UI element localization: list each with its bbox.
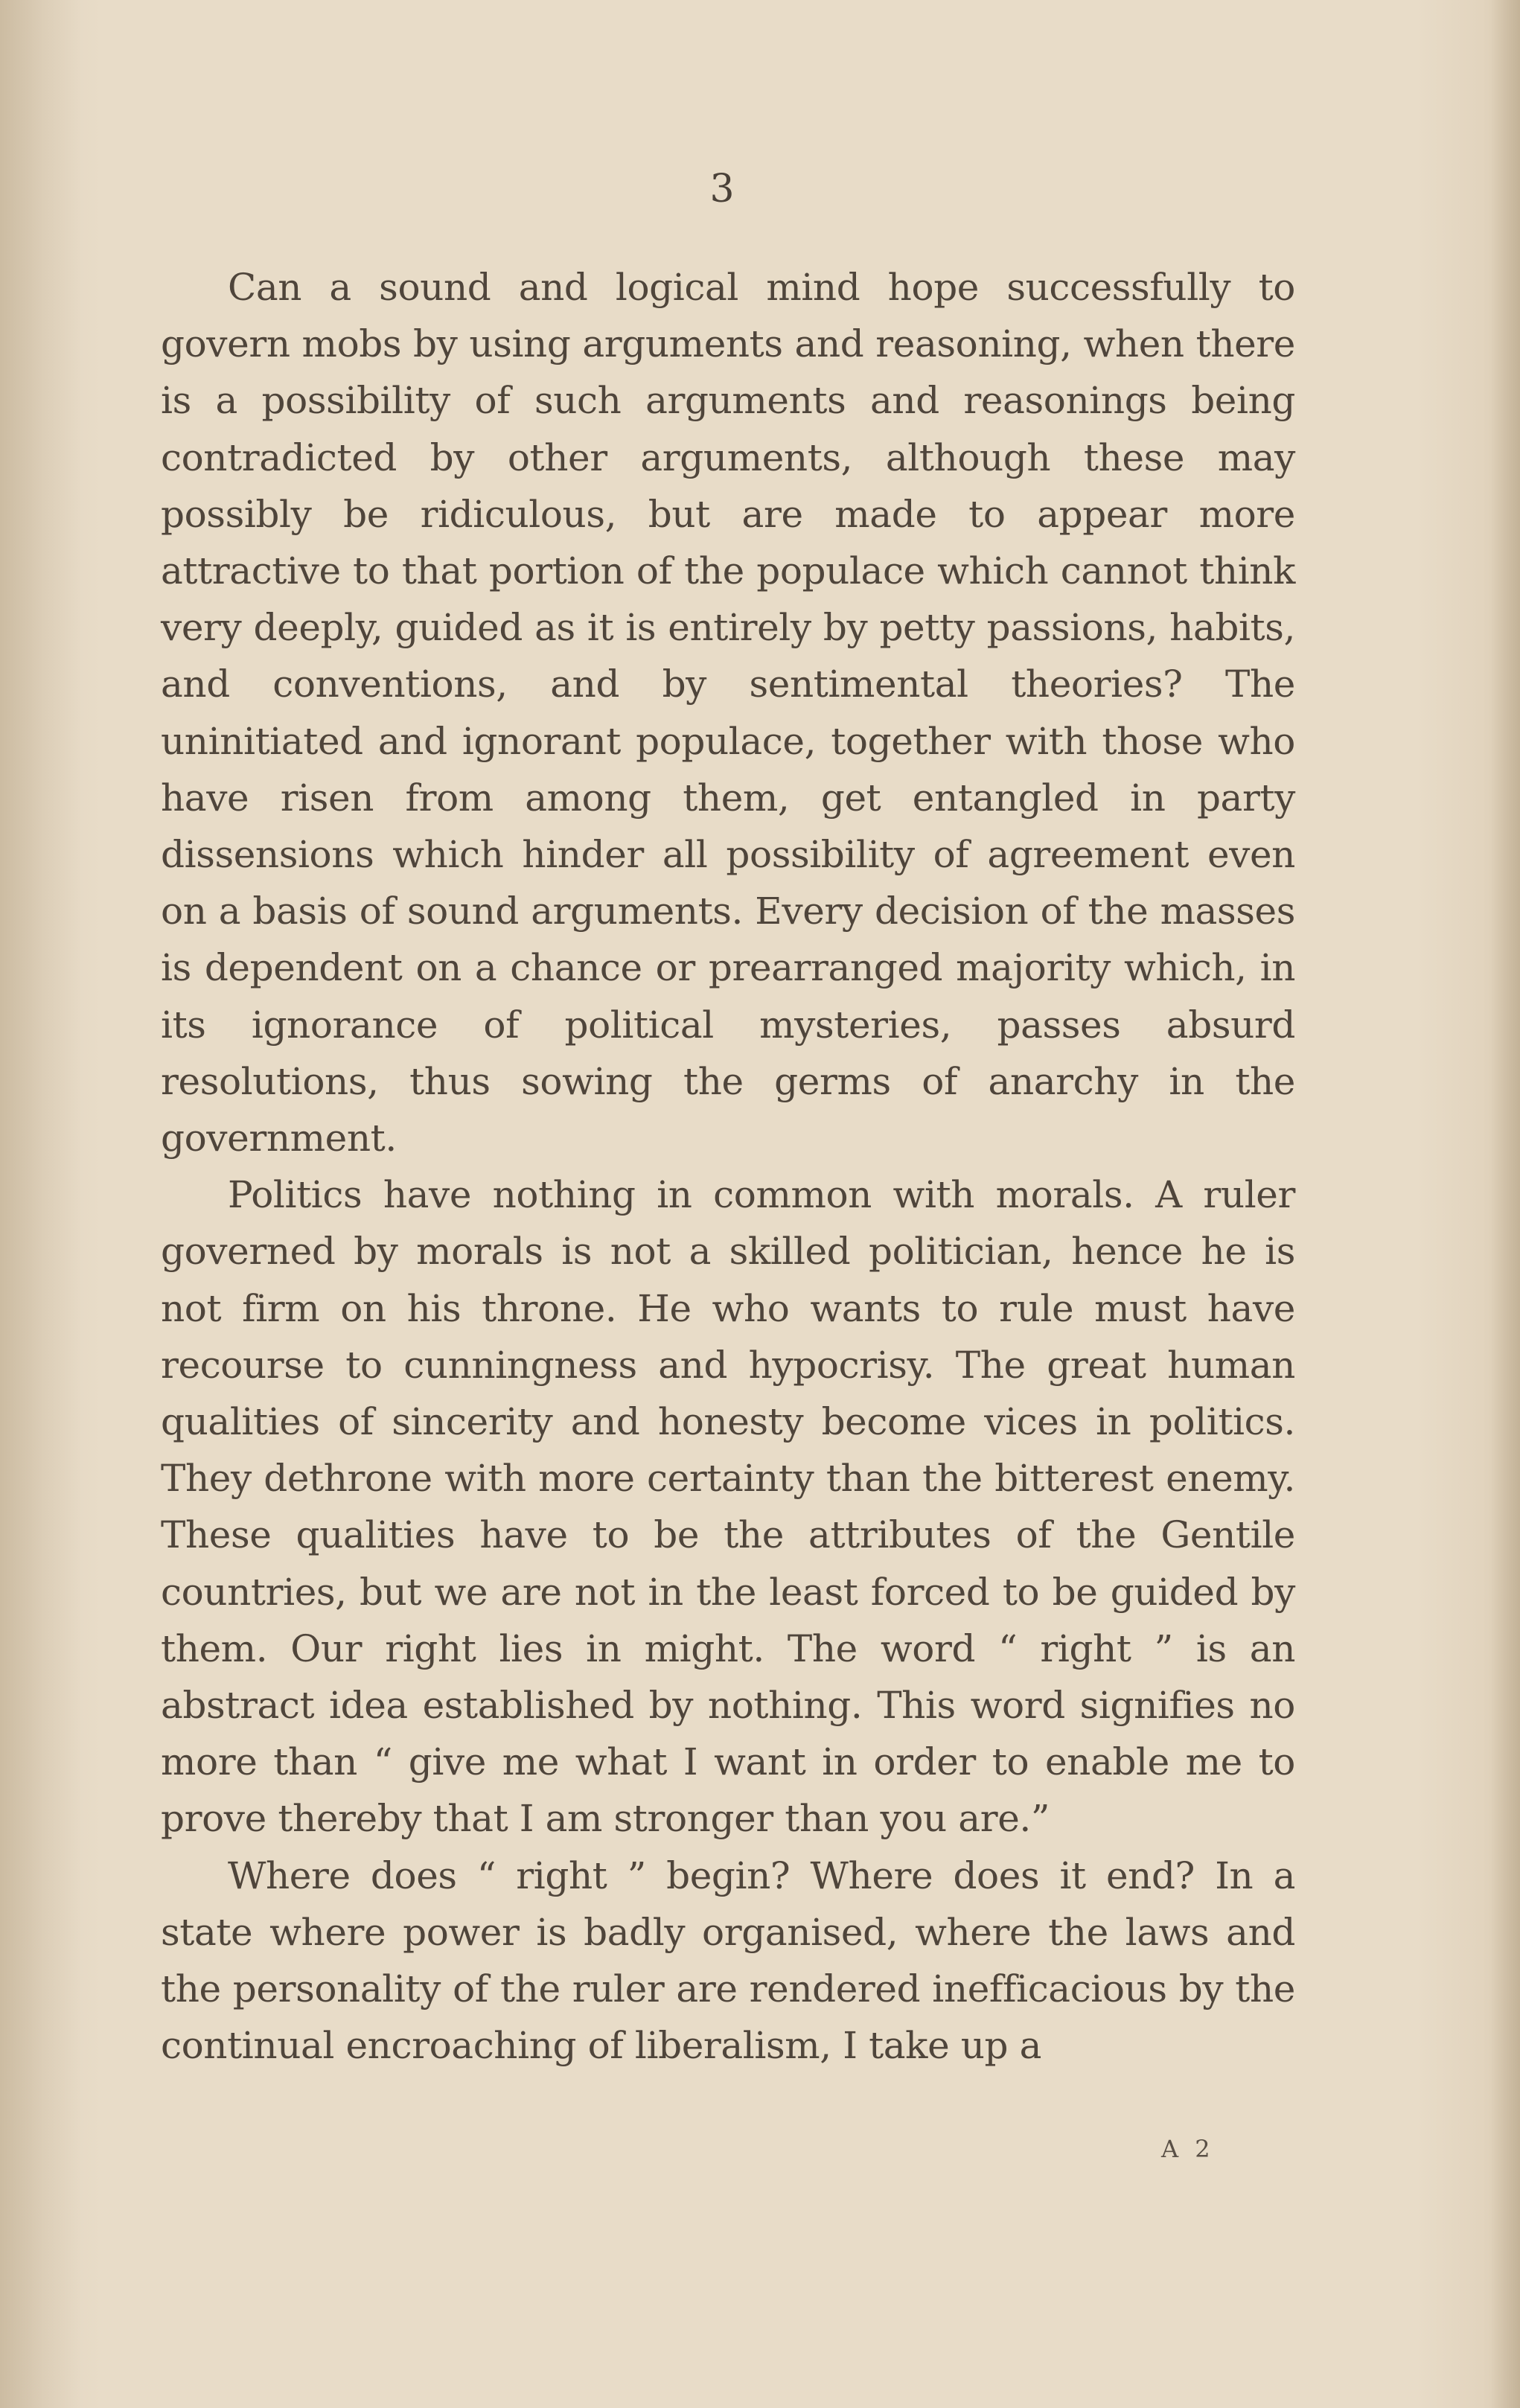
body-text (161, 259, 1295, 2075)
page-number: 3 (709, 167, 735, 211)
page-edge-shadow (1490, 0, 1520, 2408)
paragraph-2: Politics have nothing in common with morals. A ruler governed by morals is not a skilled politician, hence he is not firm on his throne. He who wants to rule must have recourse to cunningness and hypocrisy. The great human qualities of sincerity and honesty become vices in politics. They dethrone with more certainty than the bitterest enemy. These qualities have to be the attributes of the Gentile countries, but we are not in the least forced to be guided by them. Our right lies in might. The word “ right ” is an abstract idea established by nothing. This word signifies no more than “ give me what I want in order to enable me to prove thereby that I am stronger than you are.” (161, 1173, 1295, 1841)
signature-mark: A 2 (1161, 2135, 1215, 2163)
binding-shadow (0, 0, 82, 2408)
paragraph-1: Can a sound and logical mind hope successfully to govern mobs by using arguments and reasoning, when there is a possibility of such arguments and reasonings being contradicted by other arguments, although these may possibly be ridiculous, but are made to appear more attractive to that portion of the populace which cannot think very deeply, guided as it is entirely by petty passions, habits, and conventions, and by sentimental theories? The uninitiated and ignorant populace, together with those who have risen from among them, get entangled in party dissensions which hinder all possibility of agreement even on a basis of sound arguments. Every decision of the masses is dependent on a chance or prearranged majority which, in its ignorance of political mysteries, passes absurd resolutions, thus sowing the germs of anarchy in the government. (161, 266, 1295, 1160)
paragraph-3: Where does “ right ” begin? Where does it end? In a state where power is badly organised, where the laws and the personality of the ruler are rendered inefficacious by the continual encroaching of liberalism, I take up a (161, 1853, 1295, 2068)
